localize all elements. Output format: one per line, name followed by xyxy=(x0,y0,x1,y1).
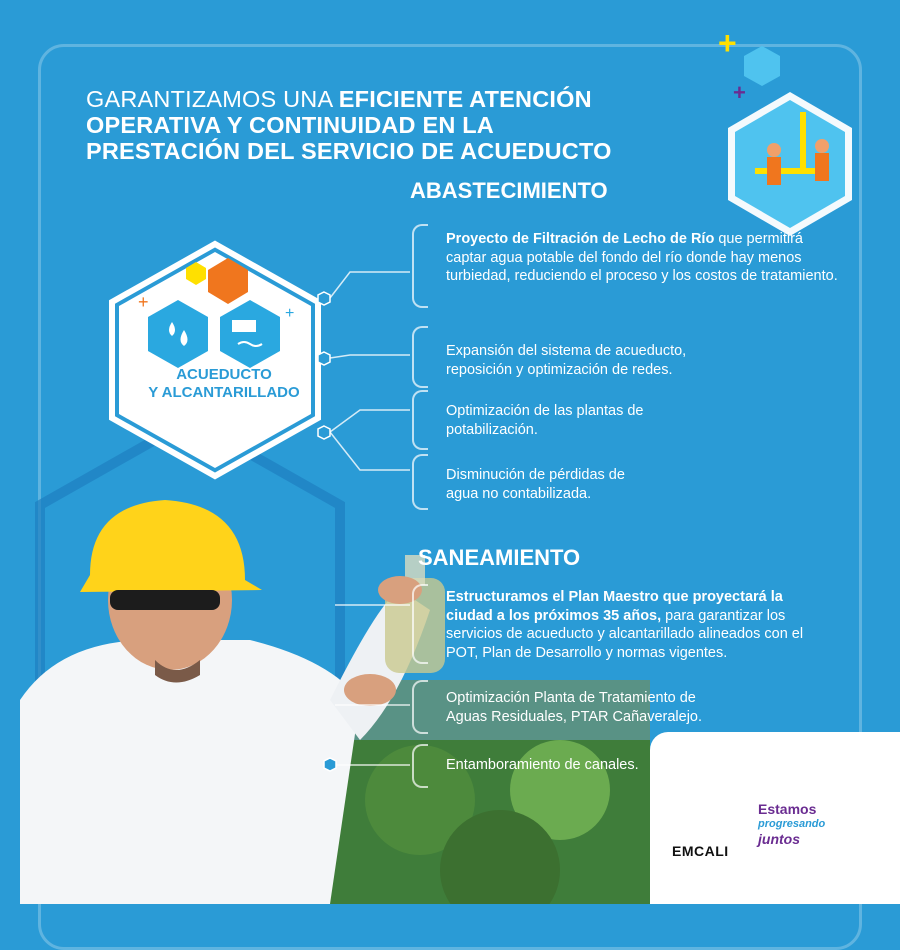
headline: GARANTIZAMOS UNA EFICIENTE ATENCIÓN OPERATIVA Y CONTINUIDAD EN LA PRESTACIÓN DEL SERVICIO DE ACUEDUCTO xyxy=(86,86,612,164)
svg-text:+: + xyxy=(138,292,149,312)
slogan-line-1: Estamos xyxy=(758,801,817,817)
svg-text:+: + xyxy=(285,305,295,322)
workers-hexagon-icon xyxy=(728,92,852,236)
slogan xyxy=(758,802,825,847)
abast-item-2: Expansión del sistema de acueducto, reposición y optimización de redes. xyxy=(446,343,687,378)
abast-item-3: Optimización de las plantas de potabilización. xyxy=(446,403,644,438)
bracket-san-1 xyxy=(412,584,428,664)
bracket-san-3 xyxy=(412,744,428,788)
bracket-abast-2 xyxy=(412,326,428,388)
san-item-1: Estructuramos el Plan Maestro que proyectará la ciudad a los próximos 35 años, para garantizar los servicios de acueducto y alcantarillado alineados con el POT, Plan de Desarrollo y normas vigentes. xyxy=(446,589,804,661)
slogan-line-3: juntos xyxy=(758,831,800,847)
emcali-brand: EMCALI xyxy=(672,843,729,859)
svg-text:+: + xyxy=(733,80,746,105)
bracket-abast-3 xyxy=(412,390,428,450)
badge-label xyxy=(146,366,302,402)
saneamiento-title: SANEAMIENTO xyxy=(418,545,581,570)
badge-line-2: Y ALCANTARILLADO xyxy=(148,384,300,401)
abast-item-4: Disminución de pérdidas de agua no contabilizada. xyxy=(446,467,625,502)
san-item-2: Optimización Planta de Tratamiento de Aguas Residuales, PTAR Cañaveralejo. xyxy=(446,690,703,725)
san-item-3: Entamboramiento de canales. xyxy=(446,757,639,773)
badge-line-1: ACUEDUCTO xyxy=(176,366,272,383)
abastecimiento-title: ABASTECIMIENTO xyxy=(410,178,608,203)
bracket-san-2 xyxy=(412,680,428,734)
bracket-abast-4 xyxy=(412,454,428,510)
abast-item-1: Proyecto de Filtración de Lecho de Río que permitirá captar agua potable del fondo del río donde hay menos turbiedad, reduciendo el proceso y los costos de tratamiento. xyxy=(446,231,838,284)
svg-text:+: + xyxy=(718,25,737,61)
bracket-abast-1 xyxy=(412,224,428,308)
slogan-line-2: progresando xyxy=(758,818,826,830)
